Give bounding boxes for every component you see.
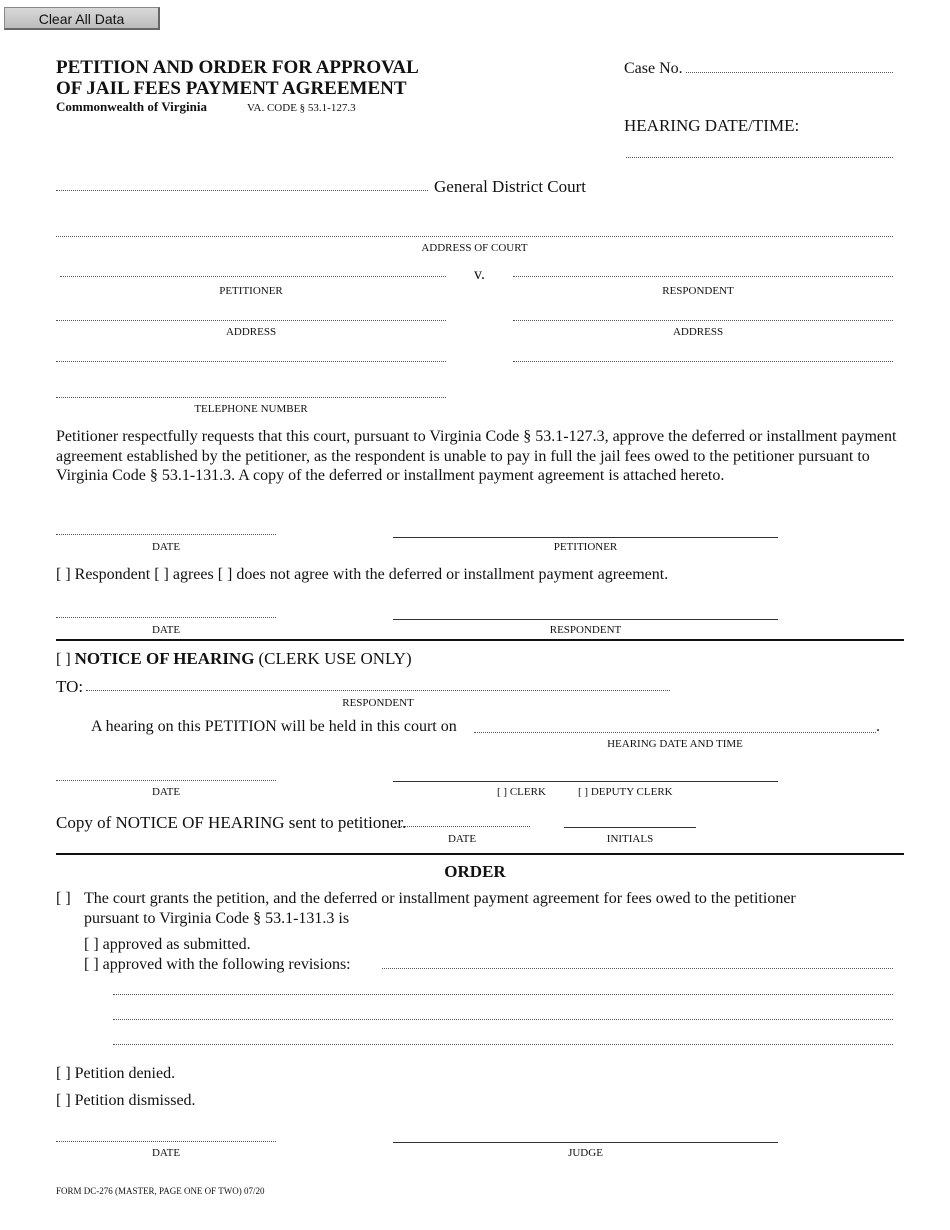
notice-date-field[interactable] xyxy=(56,780,276,781)
notice-checkbox[interactable]: [ ] xyxy=(56,651,71,668)
does-not-agree-text: does not agree with the deferred or installment payment agreement. xyxy=(236,566,669,583)
hearing-sentence: A hearing on this PETITION will be held in this court on xyxy=(91,718,457,735)
copy-sent-date-field[interactable] xyxy=(394,826,530,827)
copy-sent-initials-field[interactable] xyxy=(564,827,696,828)
grant-checkbox[interactable]: [ ] xyxy=(56,890,71,907)
telephone-label: TELEPHONE NUMBER xyxy=(194,403,308,415)
judge-signature-line[interactable] xyxy=(393,1142,778,1143)
petition-date-field[interactable] xyxy=(56,534,276,535)
respondent-checkbox[interactable]: [ ] xyxy=(56,566,71,583)
section-divider-2 xyxy=(56,853,904,855)
petitioner-address-label: ADDRESS xyxy=(225,326,277,338)
revisions-field-4[interactable] xyxy=(113,1044,893,1045)
approved-submitted-text: approved as submitted. xyxy=(102,936,251,953)
telephone-field[interactable] xyxy=(56,397,446,398)
clear-all-data-button[interactable]: Clear All Data xyxy=(4,7,160,30)
dismissed-row xyxy=(56,1092,196,1110)
case-no-field[interactable] xyxy=(686,72,893,73)
respondent-label: RESPONDENT xyxy=(662,285,734,297)
petition-paragraph: Petitioner respectfully requests that this court, pursuant to Virginia Code § 53.1-127.3, approve the deferred or installment payment agreement established by the petitioner, as the respondent is unable to pay in full the jail fees owed to the petitioner pursuant to Virginia Code § 53.1-131.3. A copy of the deferred or installment payment agreement is attached hereto. xyxy=(56,428,897,484)
approved-revisions-checkbox[interactable]: [ ] xyxy=(84,956,99,973)
section-divider-1 xyxy=(56,639,904,641)
dismissed-checkbox[interactable]: [ ] xyxy=(56,1092,71,1109)
notice-subtitle: (CLERK USE ONLY) xyxy=(258,649,412,668)
notice-title: NOTICE OF HEARING xyxy=(74,649,255,668)
approved-submitted-checkbox[interactable]: [ ] xyxy=(84,936,99,953)
approved-revisions-row xyxy=(84,956,351,974)
agrees-checkbox[interactable]: [ ] xyxy=(154,566,169,583)
hearing-datetime-label: HEARING DATE/TIME: xyxy=(624,116,800,135)
order-date-field[interactable] xyxy=(56,1141,276,1142)
respondent-signature-label: RESPONDENT xyxy=(549,624,622,636)
does-not-agree-checkbox[interactable]: [ ] xyxy=(217,566,233,583)
respondent-date-field[interactable] xyxy=(56,617,276,618)
order-title: ORDER xyxy=(444,862,506,881)
grant-text-line2: pursuant to Virginia Code § 53.1-131.3 is xyxy=(84,910,350,927)
notice-heading xyxy=(56,649,412,669)
respondent-name-field[interactable] xyxy=(513,276,893,277)
hearing-date-time-label: HEARING DATE AND TIME xyxy=(607,738,743,750)
approved-submitted-row xyxy=(84,936,251,954)
form-title-line2: OF JAIL FEES PAYMENT AGREEMENT xyxy=(56,78,407,99)
petitioner-address-field-2[interactable] xyxy=(56,361,446,362)
court-address-field[interactable] xyxy=(56,236,893,237)
denied-row xyxy=(56,1065,175,1083)
petitioner-address-field-1[interactable] xyxy=(56,320,446,321)
hearing-datetime-field[interactable] xyxy=(626,157,893,158)
court-name-suffix: General District Court xyxy=(434,177,587,196)
approved-revisions-text: approved with the following revisions: xyxy=(102,956,351,973)
hearing-sentence-period: . xyxy=(876,718,880,735)
versus-label: v. xyxy=(474,266,485,283)
respondent-address-field-1[interactable] xyxy=(513,320,893,321)
court-name-field[interactable] xyxy=(56,190,428,191)
notice-respondent-label: RESPONDENT xyxy=(342,697,414,709)
clerk-signature-line[interactable] xyxy=(393,781,778,782)
respondent-address-field-2[interactable] xyxy=(513,361,893,362)
dismissed-text: Petition dismissed. xyxy=(74,1092,196,1109)
to-label: TO: xyxy=(56,677,84,696)
notice-respondent-field[interactable] xyxy=(86,690,670,691)
copy-sent-initials-label: INITIALS xyxy=(606,833,654,845)
respondent-address-label: ADDRESS xyxy=(672,326,724,338)
clerk-checkbox-label[interactable]: [ ] CLERK xyxy=(497,786,546,798)
order-date-label: DATE xyxy=(151,1147,181,1159)
notice-date-label: DATE xyxy=(151,786,181,798)
respondent-text: Respondent xyxy=(74,566,151,583)
respondent-signature-line[interactable] xyxy=(393,619,778,620)
revisions-field-1[interactable] xyxy=(382,968,893,969)
petitioner-signature-label: PETITIONER xyxy=(553,541,618,553)
notice-hearing-date-field[interactable] xyxy=(474,732,876,733)
petitioner-label: PETITIONER xyxy=(219,285,283,297)
revisions-field-3[interactable] xyxy=(113,1019,893,1020)
petitioner-name-field[interactable] xyxy=(60,276,446,277)
copy-sent-date-label: DATE xyxy=(447,833,477,845)
respondent-agreement-row xyxy=(56,566,668,584)
deputy-clerk-checkbox-label[interactable]: [ ] DEPUTY CLERK xyxy=(578,786,673,798)
copy-sent-text: Copy of NOTICE OF HEARING sent to petitioner. xyxy=(56,813,407,832)
judge-signature-label: JUDGE xyxy=(568,1147,603,1159)
respondent-date-label: DATE xyxy=(151,624,181,636)
denied-text: Petition denied. xyxy=(74,1065,176,1082)
grant-text-line1: The court grants the petition, and the deferred or installment payment agreement for fees owed to the petitioner xyxy=(84,890,796,907)
revisions-field-2[interactable] xyxy=(113,994,893,995)
agrees-text: agrees xyxy=(172,566,214,583)
court-address-label: ADDRESS OF COURT xyxy=(421,242,528,254)
code-reference: VA. CODE § 53.1-127.3 xyxy=(247,102,356,114)
petition-date-label: DATE xyxy=(151,541,181,553)
form-title-line1: PETITION AND ORDER FOR APPROVAL xyxy=(56,57,419,78)
denied-checkbox[interactable]: [ ] xyxy=(56,1065,71,1082)
case-no-label: Case No. xyxy=(624,60,683,77)
form-id: FORM DC-276 (MASTER, PAGE ONE OF TWO) 07/20 xyxy=(56,1186,265,1196)
jurisdiction: Commonwealth of Virginia xyxy=(56,99,207,114)
petitioner-signature-line[interactable] xyxy=(393,537,778,538)
